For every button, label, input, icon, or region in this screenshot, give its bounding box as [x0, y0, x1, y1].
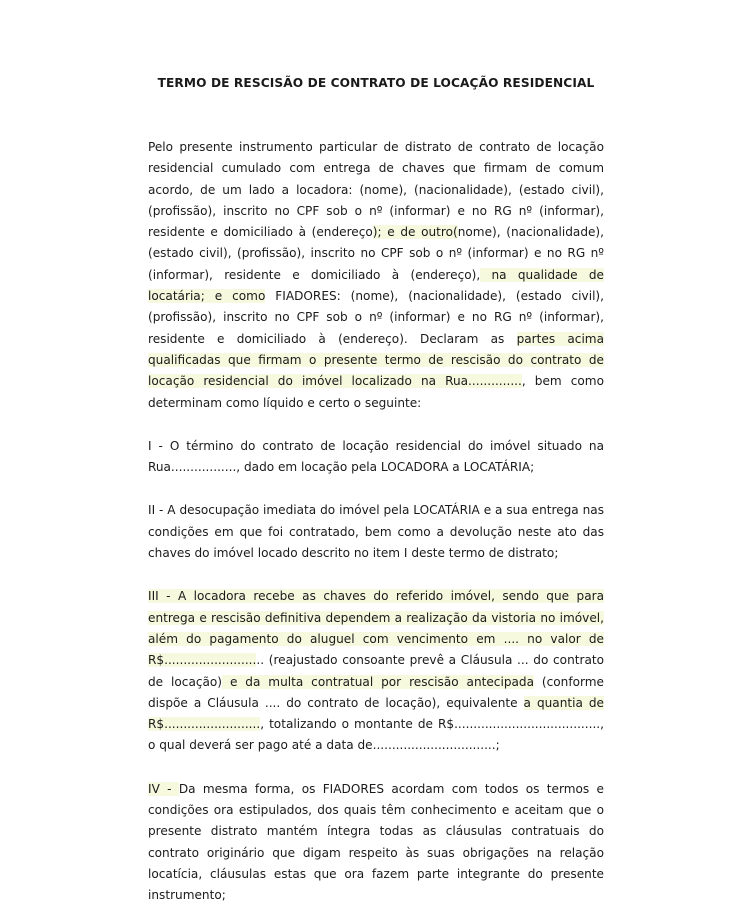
clause-3-text-part: .. (reajustado consoante prevê a Cláusula ... do contrato de locação)	[148, 653, 604, 689]
clause-3-text-part: , totalizando o montante de R$......................................, o qual deverá ser pago até a data de................................;	[148, 717, 604, 753]
intro-text-part: Pelo presente instrumento particular de distrato de contrato de locação residencial cumulado com entrega de chaves que firmam de comum acordo, de um lado a locadora: (nome), (nacionalidade), (estado civil), (profissão), inscrito no CPF sob o nº (informar) e no RG nº (informar), residente e domiciliado à (endereço	[148, 140, 604, 240]
clause-3-text-part: (conforme dispõe a Cláusula .... do contrato de locação), equivalente	[148, 674, 604, 710]
highlighted-text: a quantia de R$.........................	[148, 695, 604, 732]
highlighted-text: III - A locadora recebe as chaves do referido imóvel, sendo que para entrega e rescisão definitiva dependem a realização da vistoria no imóvel, além do pagamento do aluguel com vencimento em .... no valor de R$........................	[148, 589, 604, 668]
clause-1: I - O término do contrato de locação residencial do imóvel situado na Rua................., dado em locação pela LOCADORA a LOCATÁRIA;	[148, 438, 604, 475]
intro-text-part: nome), (nacionalidade), (estado civil), (profissão), inscrito no CPF sob o nº (informar) e no RG nº (informar), residente e domiciliado à (endereço),	[148, 225, 604, 282]
intro-text-part: FIADORES: (nome), (nacionalidade), (estado civil), (profissão), inscrito no CPF sob o nº (informar) e no RG nº (informar), residente e domiciliado à (endereço). Declaram as	[148, 289, 604, 346]
document-title: TERMO DE RESCISÃO DE CONTRATO DE LOCAÇÃO RESIDENCIAL	[157, 76, 595, 90]
clause-4	[148, 779, 604, 907]
highlighted-text: e da multa contratual por rescisão antecipada	[222, 674, 534, 689]
intro-paragraph	[148, 137, 604, 414]
clause-3	[148, 586, 604, 756]
clause-4-text-part: Da mesma forma, os FIADORES acordam com todos os termos e condições ora estipulados, dos quais têm conhecimento e aceitam que o presente distrato mantém íntegra todas as cláusulas contratuais do contrato originário que digam respeito às suas obrigações na relação locatícia, cláusulas estas que ora fazem parte integrante do presente instrumento;	[148, 781, 604, 903]
highlighted-text: na qualidade de locatária; e como	[148, 267, 604, 304]
highlighted-text: ); e de outro(	[372, 225, 458, 240]
highlighted-text: partes acima qualificadas que firmam o presente termo de rescisão do contrato de locação residencial do imóvel localizado na Rua..............	[148, 331, 605, 389]
intro-text-part: , bem como determinam como líquido e certo o seguinte:	[148, 374, 604, 410]
highlighted-text: IV -	[148, 781, 179, 796]
clause-2: II - A desocupação imediata do imóvel pela LOCATÁRIA e a sua entrega nas condições em que foi contratado, bem como a devolução neste ato das chaves do imóvel locado descrito no item I deste termo de distrato;	[148, 503, 604, 561]
